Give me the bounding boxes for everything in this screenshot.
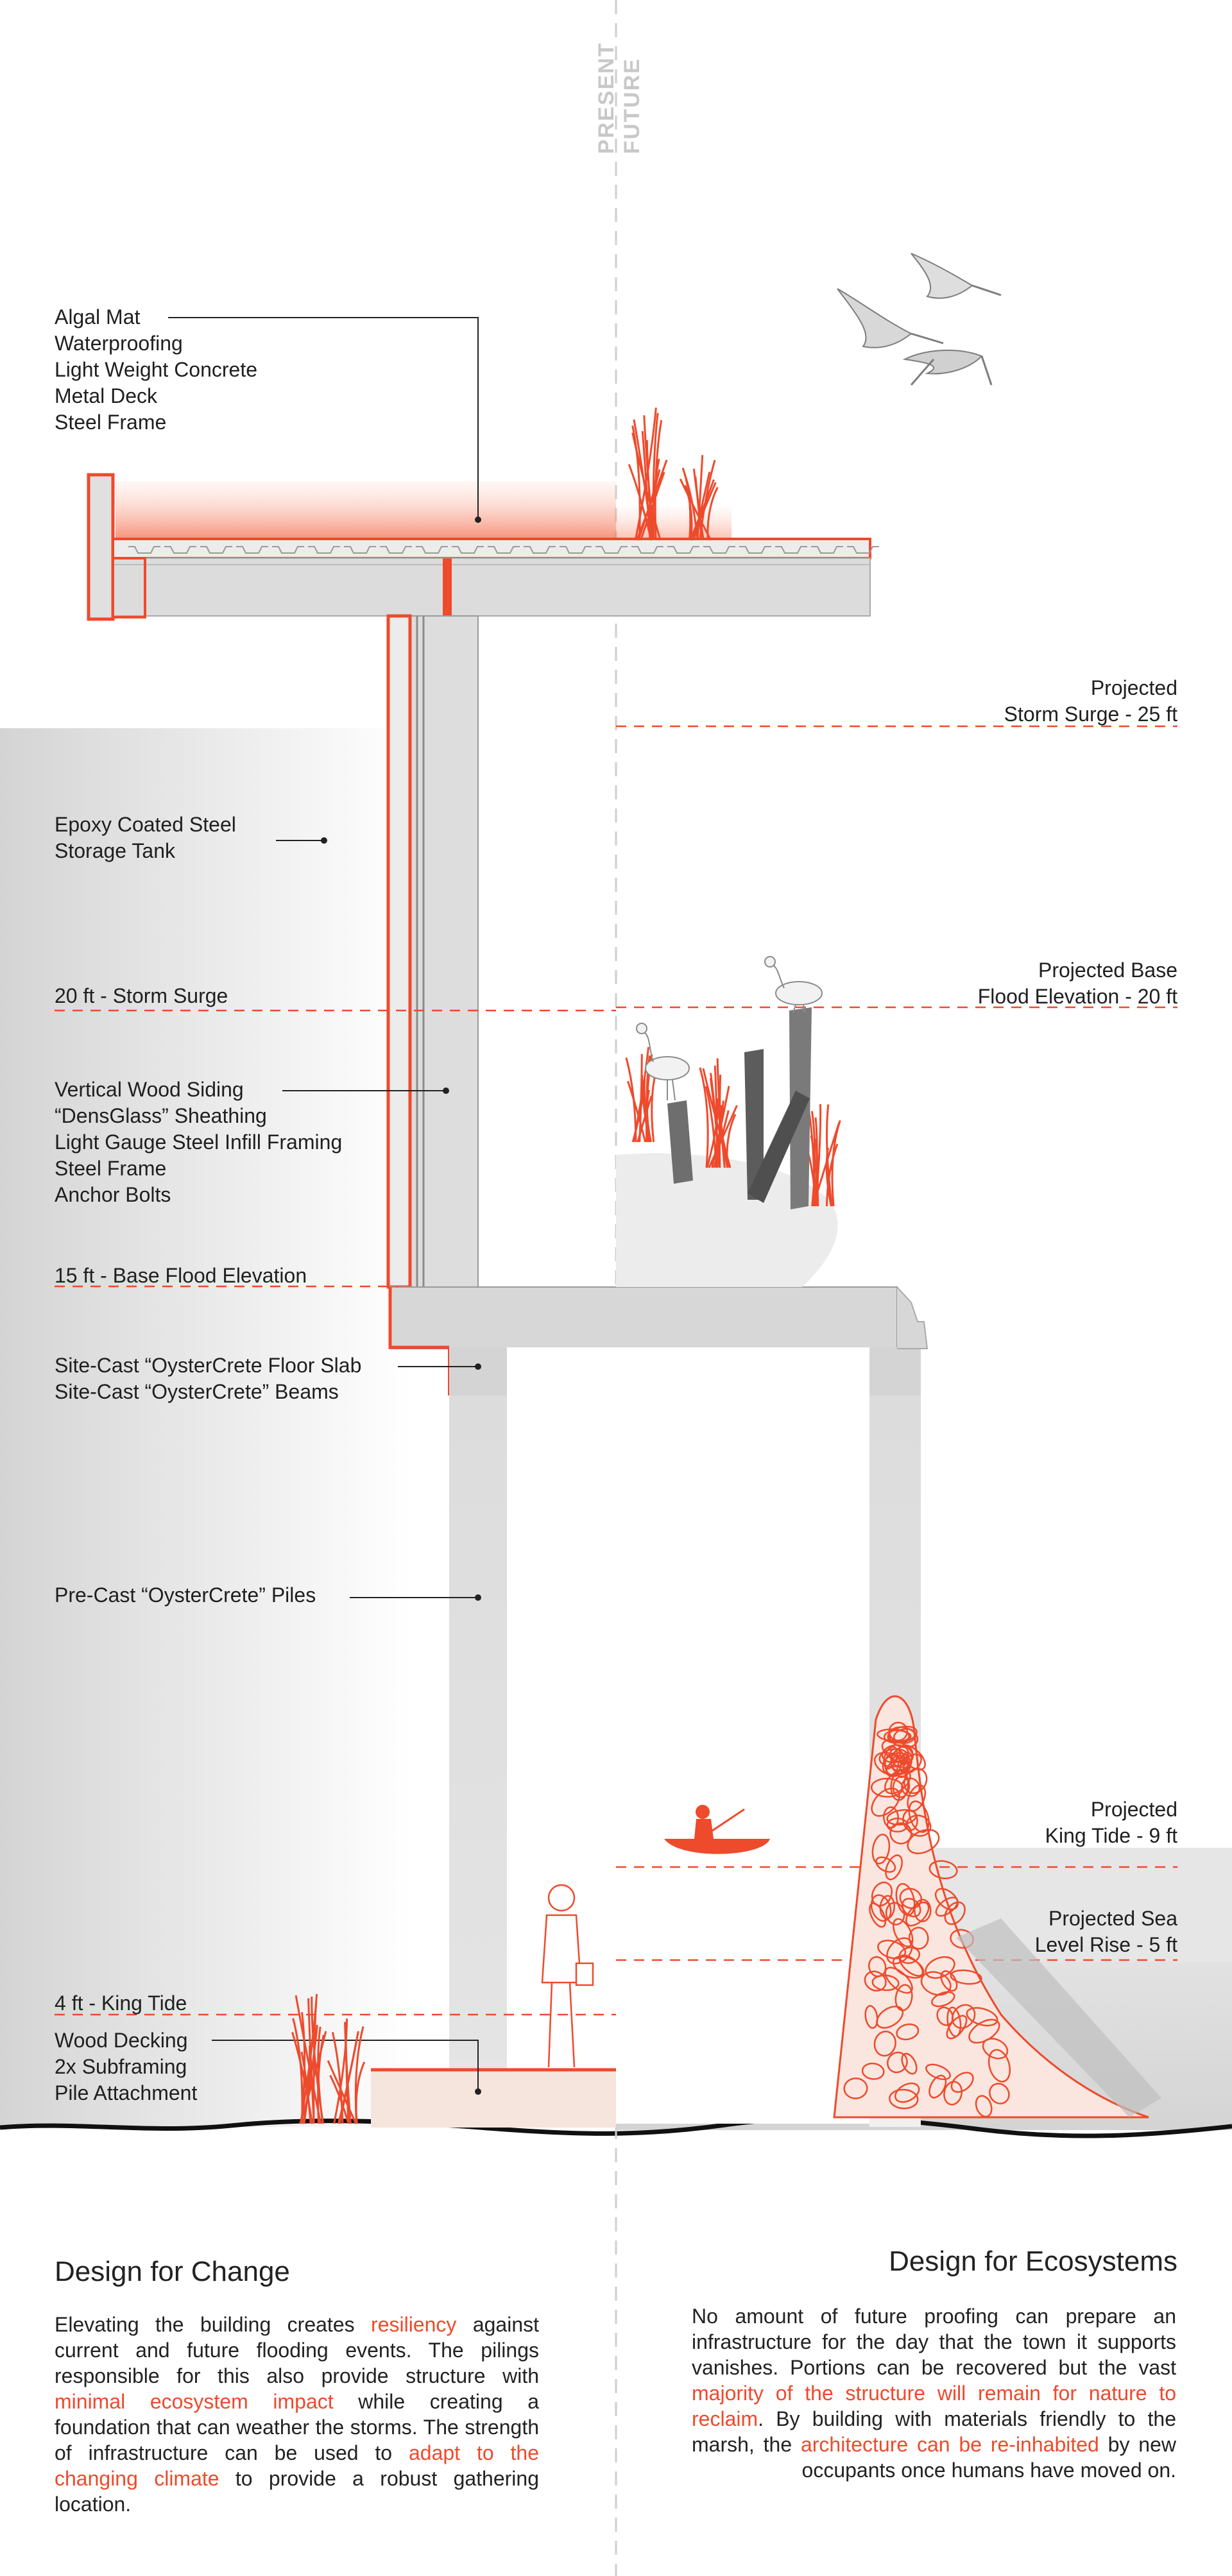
highlighted-phrase: architecture can be re-inhabited [800,2433,1099,2456]
piles-callout: Pre-Cast “OysterCrete” Piles [55,1583,316,1607]
callout-line: Steel Frame [55,1157,167,1180]
projected-storm-surge-label: Projected Storm Surge - 25 ft [1004,676,1177,726]
body-text: by new occupants once humans have moved on. [801,2433,1177,2482]
pile-left [449,1395,507,2127]
present-base-flood-label: 15 ft - Base Flood Elevation [55,1264,307,1287]
projected-sea-level-label: Projected Sea Level Rise - 5 ft [1034,1907,1177,1956]
surge-background [0,728,411,2127]
under-structure-void [507,1347,869,2124]
callout-line: Algal Mat [55,305,141,328]
present-king-tide-label: 4 ft - King Tide [55,1992,187,2015]
callout-line: “DensGlass” Sheathing [55,1104,267,1127]
roof-assembly-callout [55,304,257,436]
callout-line: Light Gauge Steel Infill Framing [55,1130,343,1154]
body-text: . By building with materials friendly to the marsh, the [692,2407,1176,2456]
roof-slab [113,539,870,558]
highlighted-phrase: adapt to the changing climate [55,2441,539,2490]
slab-callout [55,1352,361,1405]
pelican-icon [905,350,991,385]
deck-callout [55,2027,197,2106]
callout-line: Waterproofing [55,332,183,355]
future-label: FUTURE [620,58,644,154]
callout-line: Metal Deck [55,384,158,407]
steel-beam [113,558,870,616]
design-for-change-body [55,2312,539,2517]
body-text: No amount of future proofing can prepare an infrastructure for the day that the town it supports vanishes. Portions can be recovered but the vast [692,2305,1176,2379]
present-storm-surge-label: 20 ft - Storm Surge [55,984,228,1007]
callout-line: Epoxy Coated Steel [55,813,236,836]
wood-decking [371,2070,616,2128]
design-for-ecosystems-title: Design for Ecosystems [889,2246,1177,2277]
callout-line: Light Weight Concrete [55,358,258,381]
wall-assembly-callout [55,1077,342,1208]
highlighted-phrase: minimal ecosystem impact [55,2390,334,2413]
body-text: Elevating the building creates [55,2313,372,2336]
projected-base-flood-label: Projected Base Flood Elevation - 20 ft [977,959,1177,1008]
body-text: to provide a robust gathering location. [55,2467,540,2516]
callout-line: Vertical Wood Siding [55,1078,244,1101]
design-for-ecosystems-body [692,2303,1176,2483]
floor-slab [390,1287,897,1349]
projected-king-tide-label: Projected King Tide - 9 ft [1045,1798,1177,1847]
algal-mat [116,481,616,540]
callout-line: Anchor Bolts [55,1183,171,1206]
callout-line: Storage Tank [55,839,175,862]
roof-parapet [89,475,113,619]
highlighted-phrase: majority of the structure will remain for nature to reclaim [692,2382,1176,2430]
present-label: PRESENT [594,42,619,154]
design-for-change-title: Design for Change [55,2256,290,2287]
callout-line: Site-Cast “OysterCrete Floor Slab [55,1354,362,1377]
callout-line: Pile Attachment [55,2081,198,2104]
callout-line: 2x Subframing [55,2055,187,2078]
tank-callout [55,812,236,864]
callout-line: Wood Decking [55,2029,188,2052]
body-text: while creating a foundation that can weather the storms. The strength of infrastructure can be used to [55,2390,540,2464]
pelican-icon [837,289,943,348]
highlighted-phrase: resiliency [371,2313,457,2336]
egret-icon [765,957,822,1012]
pelican-icon [911,253,1001,298]
callout-line: Site-Cast “OysterCrete” Beams [55,1380,339,1403]
callout-line: Steel Frame [55,411,167,434]
body-text: against current and future flooding events. The pilings responsible for this also provide structure with [55,2313,540,2387]
